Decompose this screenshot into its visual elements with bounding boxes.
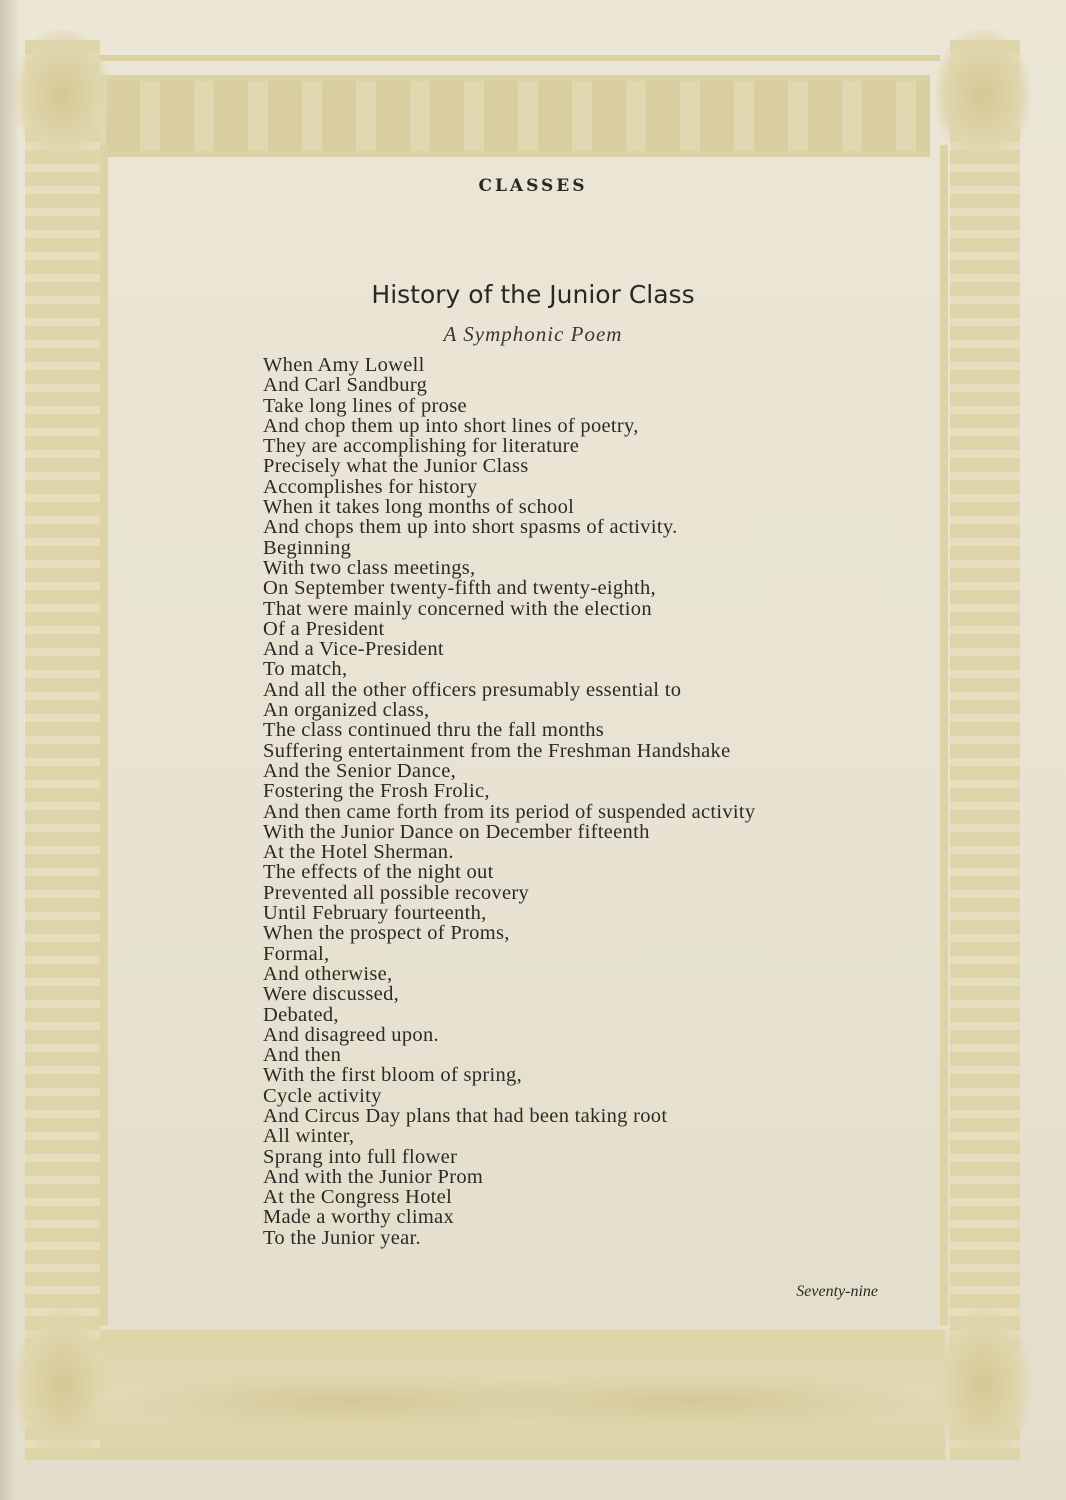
article-subtitle: A Symphonic Poem	[443, 322, 623, 346]
poem-line: And with the Junior Prom	[263, 1165, 484, 1188]
poem-line: The class continued thru the fall months	[263, 719, 605, 742]
poem-line: The effects of the night out	[263, 861, 494, 884]
ornament-corner-top-left	[15, 30, 110, 160]
poem-line: And all the other officers presumably essential to	[263, 678, 682, 701]
poem-line: With the first bloom of spring,	[263, 1064, 523, 1087]
poem-line: When Amy Lowell	[263, 354, 425, 376]
poem-line: And chop them up into short lines of poetry,	[263, 414, 639, 437]
poem-line: At the Hotel Sherman.	[263, 841, 454, 864]
poem-line: Were discussed,	[263, 983, 400, 1006]
poem-line: And chops them up into short spasms of activity.	[263, 516, 678, 539]
poem-line: On September twenty-fifth and twenty-eighth,	[263, 577, 656, 600]
poem-line: Cycle activity	[263, 1084, 382, 1107]
poem-line: That were mainly concerned with the election	[263, 597, 652, 620]
poem-line: Take long lines of prose	[263, 394, 467, 417]
ornamental-border-top	[100, 75, 930, 157]
ornament-corner-bottom-right	[935, 1310, 1030, 1460]
poem-line: And otherwise,	[263, 962, 393, 985]
ornamental-border-left	[25, 40, 100, 1460]
poem-line: All winter,	[263, 1125, 355, 1148]
poem-line: Accomplishes for history	[263, 475, 478, 498]
poem-line: And then	[263, 1044, 342, 1067]
ornament-corner-bottom-left	[15, 1310, 110, 1460]
poem-line: To match,	[263, 658, 348, 681]
poem-line: Fostering the Frosh Frolic,	[263, 780, 490, 803]
poem-line: With the Junior Dance on December fifteenth	[263, 820, 650, 843]
ornamental-border-top-line	[95, 55, 940, 61]
poem-line: Formal,	[263, 942, 330, 965]
poem-line: Made a worthy climax	[263, 1206, 455, 1229]
page-spine-shadow	[0, 0, 18, 1500]
section-heading: CLASSES	[478, 176, 588, 196]
poem-line: And then came forth from its period of suspended activity	[263, 800, 756, 823]
poem-line: And Circus Day plans that had been taking root	[263, 1104, 668, 1127]
poem-line: Of a President	[263, 617, 385, 640]
ornamental-border-right	[950, 40, 1020, 1460]
poem-line: And a Vice-President	[263, 638, 444, 661]
poem-line: With two class meetings,	[263, 556, 476, 579]
poem-line: And the Senior Dance,	[263, 759, 457, 782]
page-number: Seventy-nine	[796, 1283, 878, 1300]
ornamental-border-bottom	[100, 1330, 945, 1460]
poem-line: Beginning	[263, 536, 352, 559]
poem-line: Suffering entertainment from the Freshman Handshake	[263, 739, 731, 762]
poem-line: An organized class,	[263, 699, 430, 722]
poem-line: Until February fourteenth,	[263, 902, 487, 925]
poem-line: Sprang into full flower	[263, 1145, 458, 1168]
poem-line: They are accomplishing for literature	[263, 435, 580, 458]
poem-line: When the prospect of Proms,	[263, 922, 510, 945]
poem-line: And Carl Sandburg	[263, 374, 428, 397]
poem-line: To the Junior year.	[263, 1226, 421, 1249]
poem-line: Precisely what the Junior Class	[263, 455, 529, 478]
poem-line: And disagreed upon.	[263, 1023, 439, 1046]
poem-line: At the Congress Hotel	[263, 1186, 453, 1209]
poem-line: Prevented all possible recovery	[263, 881, 530, 904]
poem-line: When it takes long months of school	[263, 496, 575, 519]
poem-line: Debated,	[263, 1003, 339, 1026]
poem-body	[263, 355, 823, 1248]
article-title: History of the Junior Class	[371, 280, 695, 309]
ornament-corner-top-right	[935, 30, 1030, 160]
